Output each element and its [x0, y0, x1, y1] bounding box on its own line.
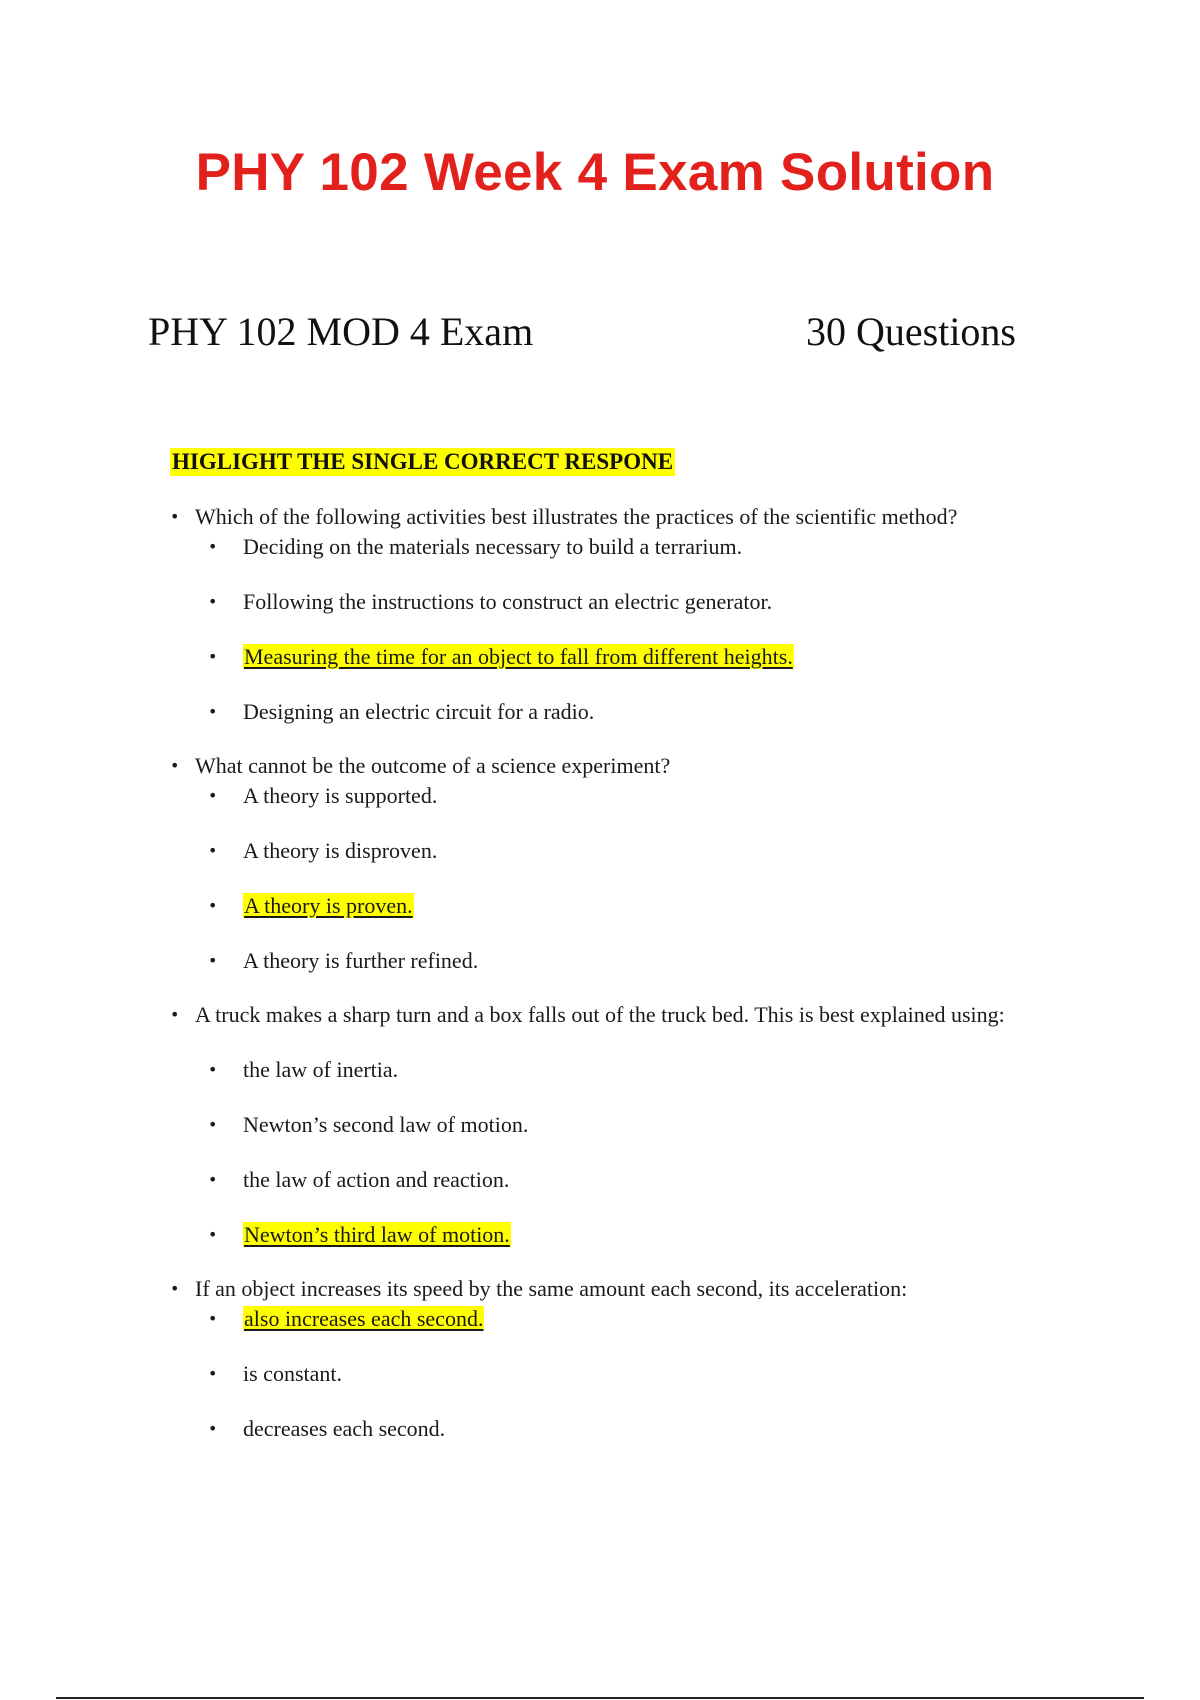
option-item-correct [170, 1220, 1170, 1250]
question-prompt: If an object increases its speed by the same amount each second, its acceleration: [195, 1276, 908, 1301]
option-text: A theory is disproven. [243, 838, 438, 863]
bullet-icon: • [208, 1115, 218, 1134]
bullet-icon: • [208, 592, 218, 611]
option-text: A theory is supported. [243, 783, 438, 808]
option-item [170, 532, 1170, 562]
option-item [170, 1165, 1170, 1195]
bullet-icon: • [208, 702, 218, 721]
option-list [170, 1055, 1170, 1250]
option-item [170, 697, 1170, 727]
option-text: Newton’s second law of motion. [243, 1112, 529, 1137]
bullet-icon: • [208, 1364, 218, 1383]
highlighted-answer: A theory is proven. [244, 893, 413, 918]
bullet-icon: • [208, 896, 218, 915]
option-item-correct [170, 891, 1170, 921]
option-text: is constant. [243, 1361, 342, 1386]
question-count: 30 Questions [806, 309, 1016, 354]
question-text [170, 1274, 1170, 1304]
option-item [170, 1055, 1170, 1085]
question-2 [170, 751, 1170, 976]
bullet-icon: • [170, 1279, 180, 1298]
option-text: Deciding on the materials necessary to build a terrarium. [243, 534, 743, 559]
option-item [170, 1359, 1170, 1389]
bullet-icon: • [208, 647, 218, 666]
option-text: the law of inertia. [243, 1057, 399, 1082]
bullet-icon: • [208, 537, 218, 556]
bullet-icon: • [208, 1225, 218, 1244]
option-item [170, 946, 1170, 976]
highlighted-answer: also increases each second. [244, 1306, 484, 1331]
question-prompt: What cannot be the outcome of a science experiment? [195, 753, 671, 778]
option-item [170, 781, 1170, 811]
option-list [170, 781, 1170, 976]
bullet-icon: • [208, 1309, 218, 1328]
option-text: decreases each second. [243, 1416, 446, 1441]
question-prompt: Which of the following activities best illustrates the practices of the scientific method? [195, 504, 958, 529]
option-text: Following the instructions to construct an electric generator. [243, 589, 773, 614]
bullet-icon: • [170, 507, 180, 526]
option-item [170, 836, 1170, 866]
question-4 [170, 1274, 1170, 1444]
option-item [170, 1110, 1170, 1140]
footer-divider [56, 1697, 1144, 1699]
exam-name: PHY 102 MOD 4 Exam [148, 309, 534, 354]
bullet-icon: • [208, 786, 218, 805]
question-1 [170, 502, 1170, 727]
option-list [170, 532, 1170, 727]
bullet-icon: • [208, 951, 218, 970]
option-item-correct [170, 1304, 1170, 1334]
document-title: PHY 102 Week 4 Exam Solution [195, 143, 995, 202]
option-item [170, 1414, 1170, 1444]
option-list [170, 1304, 1170, 1444]
bullet-icon: • [170, 1005, 180, 1024]
question-text [170, 502, 1170, 532]
option-text: A theory is further refined. [243, 948, 479, 973]
question-list [170, 502, 1170, 1468]
option-item-correct [170, 642, 1170, 672]
question-text [170, 1000, 1170, 1030]
option-item [170, 587, 1170, 617]
bullet-icon: • [170, 756, 180, 775]
question-3 [170, 1000, 1170, 1250]
option-text: Designing an electric circuit for a radio. [243, 699, 595, 724]
question-text [170, 751, 1170, 781]
bullet-icon: • [208, 1170, 218, 1189]
bullet-icon: • [208, 1419, 218, 1438]
highlighted-answer: Measuring the time for an object to fall from different heights. [244, 644, 793, 669]
highlighted-answer: Newton’s third law of motion. [244, 1222, 510, 1247]
question-prompt: A truck makes a sharp turn and a box falls out of the truck bed. This is best explained using: [195, 1002, 1005, 1027]
instruction-banner: HIGLIGHT THE SINGLE CORRECT RESPONE [172, 449, 674, 474]
option-text: the law of action and reaction. [243, 1167, 510, 1192]
bullet-icon: • [208, 841, 218, 860]
bullet-icon: • [208, 1060, 218, 1079]
